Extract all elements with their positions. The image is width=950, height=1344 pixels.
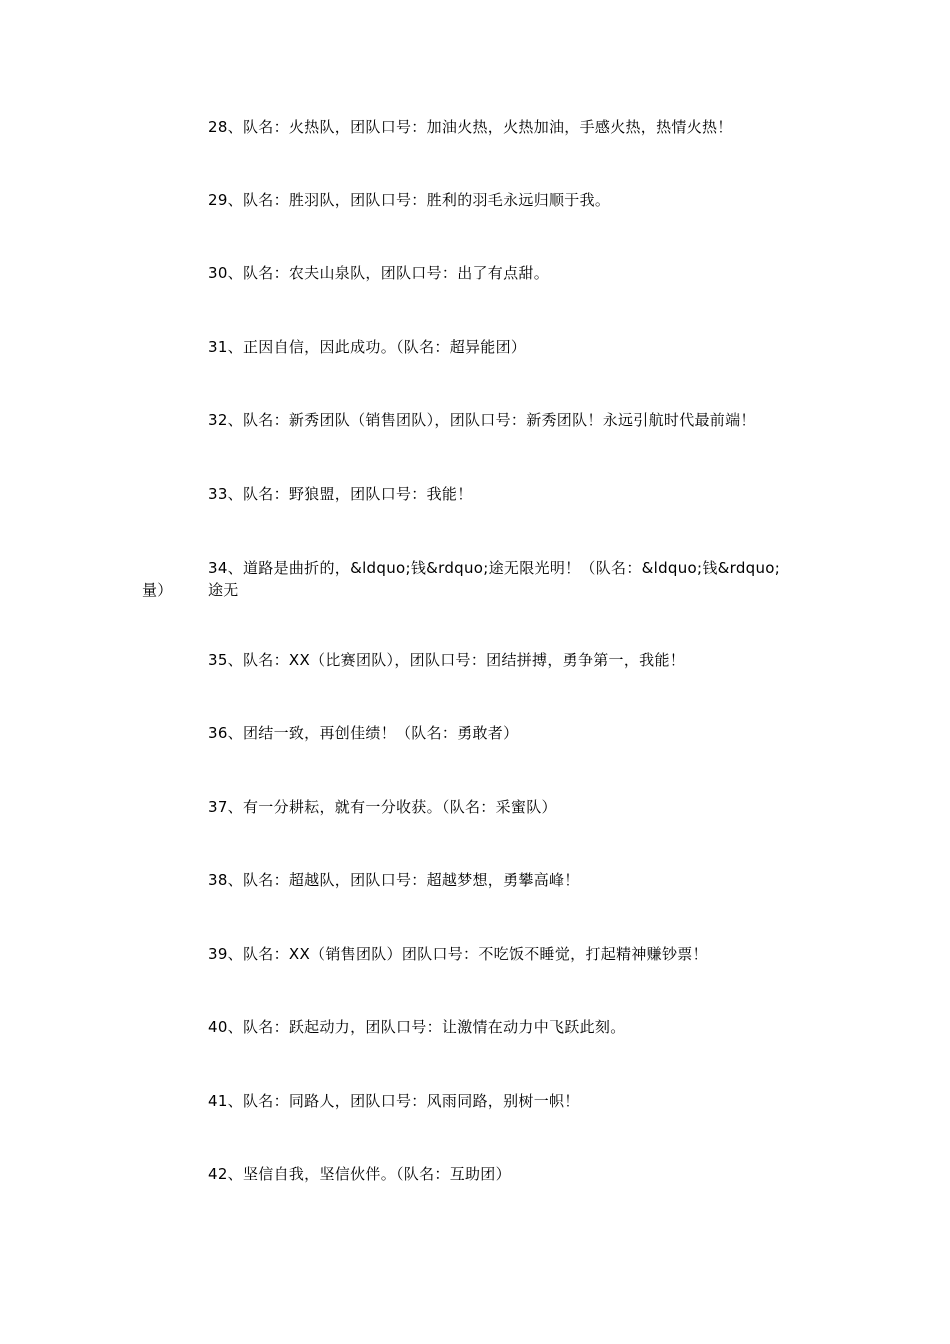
list-item: 39、队名：XX（销售团队）团队口号：不吃饭不睡觉，打起精神赚钞票！	[208, 945, 708, 963]
list-item: 42、坚信自我，坚信伙伴。（队名：互助团）	[208, 1165, 511, 1183]
list-item: 35、队名：XX（比赛团队），团队口号：团结拼搏，勇争第一，我能！	[208, 651, 686, 669]
list-item: 37、有一分耕耘，就有一分收获。（队名：采蜜队）	[208, 798, 557, 816]
list-item: 34、道路是曲折的，&ldquo;钱&rdquo;途无限光明！（队名：&ldquo;钱&rdquo;	[208, 559, 781, 577]
list-item: 28、队名：火热队，团队口号：加油火热，火热加油，手感火热，热情火热！	[208, 118, 733, 136]
list-item: 40、队名：跃起动力，团队口号：让激情在动力中飞跃此刻。	[208, 1018, 626, 1036]
list-item: 31、正因自信，因此成功。（队名：超异能团）	[208, 338, 527, 356]
list-item-continuation-right: 途无	[208, 581, 239, 599]
list-item: 41、队名：同路人，团队口号：风雨同路，别树一帜！	[208, 1092, 580, 1110]
list-item: 38、队名：超越队，团队口号：超越梦想，勇攀高峰！	[208, 871, 580, 889]
list-item: 30、队名：农夫山泉队，团队口号：出了有点甜。	[208, 264, 549, 282]
list-item: 36、团结一致，再创佳绩！（队名：勇敢者）	[208, 724, 519, 742]
list-item: 32、队名：新秀团队（销售团队），团队口号：新秀团队！永远引航时代最前端！	[208, 411, 756, 429]
list-item: 33、队名：野狼盟，团队口号：我能！	[208, 485, 473, 503]
list-item: 29、队名：胜羽队，团队口号：胜利的羽毛永远归顺于我。	[208, 191, 611, 209]
list-item-continuation-left: 量）	[142, 581, 173, 599]
